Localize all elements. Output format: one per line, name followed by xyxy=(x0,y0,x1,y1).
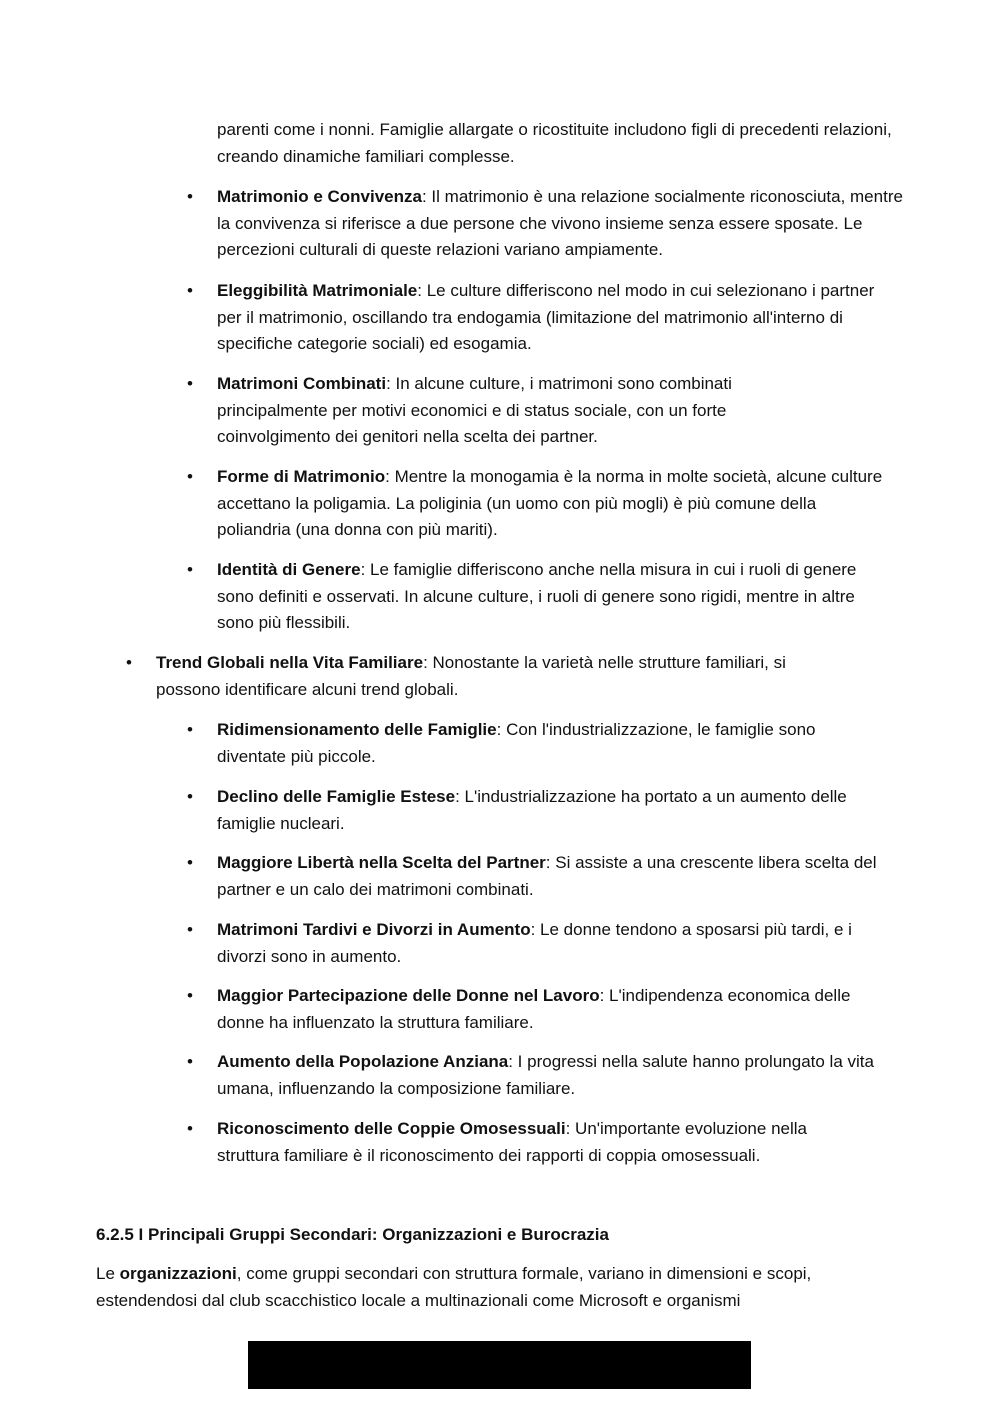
item-text: : Con l'industrializzazione, le famiglie sono diventate più piccole. xyxy=(217,720,816,766)
item-text: : Il matrimonio è una relazione socialmente riconosciuta, mentre la convivenza si riferisce a due persone che vivono insieme senza essere sposate. Le percezioni culturali di queste relazioni variano ampiamente. xyxy=(217,187,903,260)
item-term: Trend Globali nella Vita Familiare xyxy=(156,653,424,672)
item-text: : I progressi nella salute hanno prolungato la vita umana, influenzando la composizione familiare. xyxy=(217,1052,874,1098)
bullet-icon: • xyxy=(187,1052,193,1071)
bullet-icon: • xyxy=(187,787,193,806)
item-term: Aumento della Popolazione Anziana xyxy=(217,1052,509,1071)
item-term: Matrimonio e Convivenza xyxy=(217,187,422,206)
bullet-icon: • xyxy=(187,281,193,300)
item-term: Maggior Partecipazione delle Donne nel Lavoro xyxy=(217,986,600,1005)
item-term: Matrimoni Combinati xyxy=(217,374,387,393)
item-text: : Le famiglie differiscono anche nella misura in cui i ruoli di genere sono definiti e osservati. In alcune culture, i ruoli di genere sono rigidi, mentre in altre sono più flessibili. xyxy=(217,560,857,633)
list-item xyxy=(187,850,907,903)
item-term: Ridimensionamento delle Famiglie xyxy=(217,720,497,739)
item-text: : L'indipendenza economica delle donne ha influenzato la struttura familiare. xyxy=(217,986,851,1032)
item-term: Matrimoni Tardivi e Divorzi in Aumento xyxy=(217,920,531,939)
list-item xyxy=(187,464,892,544)
paragraph-text: , come gruppi secondari con struttura formale, variano in dimensioni e scopi, estendendosi dal club scacchistico locale a multinazionali come Microsoft e organismi xyxy=(96,1264,812,1310)
item-text: : In alcune culture, i matrimoni sono combinati principalmente per motivi economici e di status sociale, con un forte coinvolgimento dei genitori nella scelta dei partner. xyxy=(217,374,732,447)
item-term: Identità di Genere xyxy=(217,560,361,579)
list-item xyxy=(187,1049,887,1102)
item-text: : Le culture differiscono nel modo in cui selezionano i partner per il matrimonio, oscillando tra endogamia (limitazione del matrimonio all'interno di specifiche categorie sociali) ed esogamia. xyxy=(217,281,875,354)
continued-paragraph: parenti come i nonni. Famiglie allargate o ricostituite includono figli di precedenti relazioni, creando dinamiche familiari complesse. xyxy=(217,120,892,166)
item-text: : Nonostante la varietà nelle strutture familiari, si possono identificare alcuni trend globali. xyxy=(156,653,786,699)
item-text: : L'industrializzazione ha portato a un aumento delle famiglie nucleari. xyxy=(217,787,847,833)
list-item xyxy=(187,184,907,264)
item-term: Maggiore Libertà nella Scelta del Partner xyxy=(217,853,546,872)
item-text: : Un'importante evoluzione nella struttura familiare è il riconoscimento dei rapporti di coppia omosessuali. xyxy=(217,1119,807,1165)
bullet-icon: • xyxy=(187,374,193,393)
item-term: Forme di Matrimonio xyxy=(217,467,386,486)
list-item xyxy=(187,371,817,451)
bullet-icon: • xyxy=(187,720,193,739)
bullet-icon: • xyxy=(187,187,193,206)
bullet-icon: • xyxy=(187,920,193,939)
item-term: Eleggibilità Matrimoniale xyxy=(217,281,418,300)
bullet-icon: • xyxy=(187,560,193,579)
list-item-main xyxy=(126,650,846,703)
list-item xyxy=(187,1116,857,1169)
item-term: Riconoscimento delle Coppie Omosessuali xyxy=(217,1119,566,1138)
list-item xyxy=(187,917,897,970)
bullet-icon: • xyxy=(187,986,193,1005)
section-heading: 6.2.5 I Principali Gruppi Secondari: Organizzazioni e Burocrazia xyxy=(96,1225,609,1244)
list-item xyxy=(187,784,892,837)
bullet-icon: • xyxy=(187,467,193,486)
paragraph-term: organizzazioni xyxy=(119,1264,237,1283)
bullet-icon: • xyxy=(187,1119,193,1138)
list-item xyxy=(187,557,877,637)
body-paragraph xyxy=(96,1261,906,1314)
item-text: : Le donne tendono a sposarsi più tardi, e i divorzi sono in aumento. xyxy=(217,920,852,966)
bullet-icon: • xyxy=(187,853,193,872)
list-item xyxy=(187,717,857,770)
bullet-icon: • xyxy=(126,653,132,672)
list-item xyxy=(187,983,887,1036)
redaction-bar xyxy=(248,1341,751,1389)
paragraph-lead: Le xyxy=(96,1264,120,1283)
list-item xyxy=(187,278,877,358)
item-text: : Si assiste a una crescente libera scelta del partner e un calo dei matrimoni combinati. xyxy=(217,853,877,899)
item-term: Declino delle Famiglie Estese xyxy=(217,787,456,806)
item-text: : Mentre la monogamia è la norma in molte società, alcune culture accettano la poligamia. La poliginia (un uomo con più mogli) è più comune della poliandria (una donna con più mariti). xyxy=(217,467,883,540)
